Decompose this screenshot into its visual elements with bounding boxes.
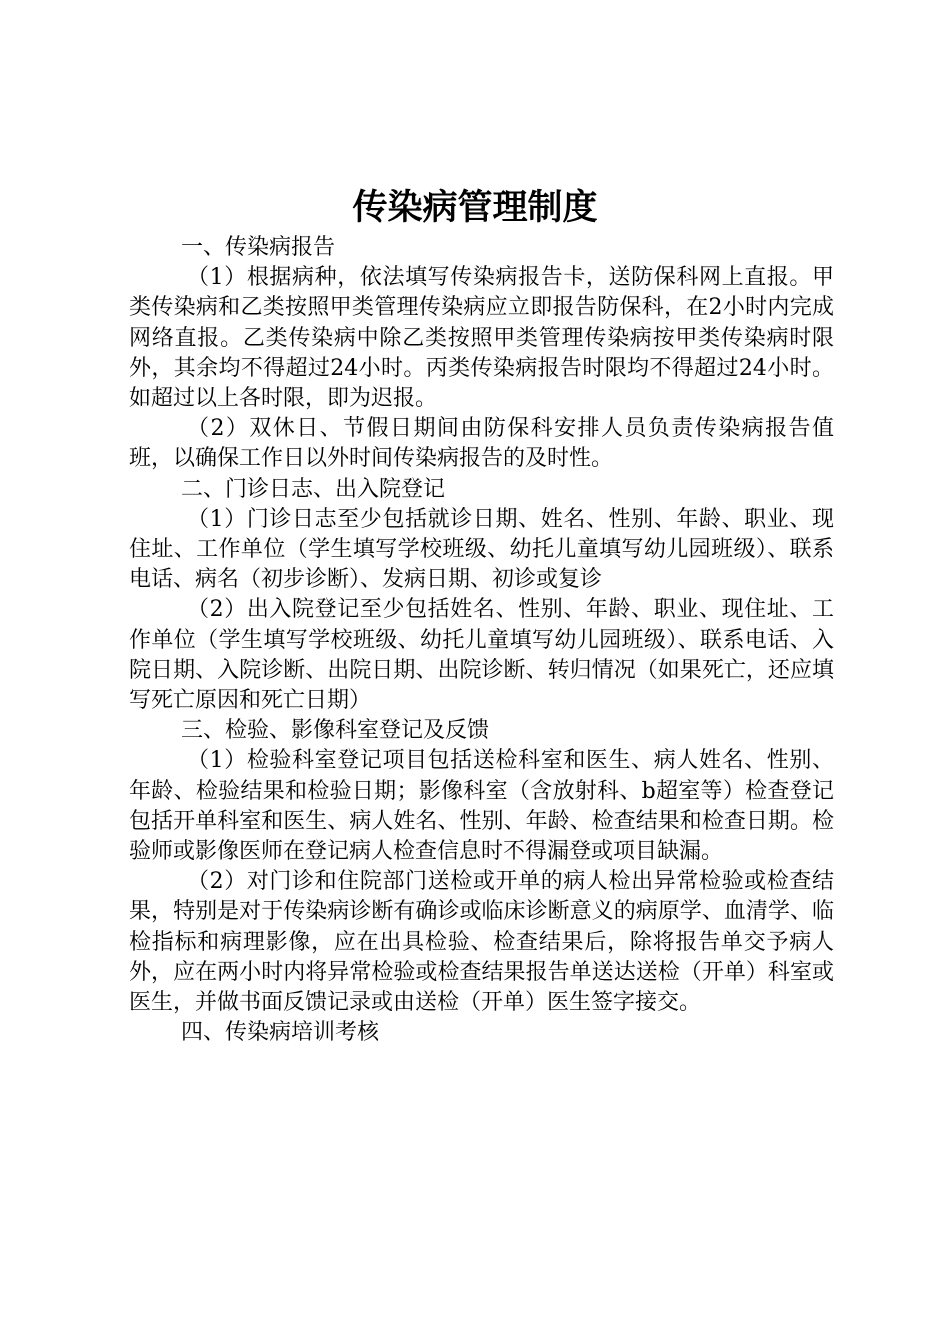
section-heading-report: 一、传染病报告 — [181, 235, 336, 260]
paragraph: （2）对门诊和住院部门送检或开单的病人检出异常检验或检查结果，特别是对于传染病诊断有确诊或临床诊断意义的病原学、血清学、临检指标和病理影像，应在出具检验、检查结果后，除将报告单交予病人外，应在两小时内将异常检验或检查结果报告单送达送检（开单）科室或医生，并做书面反馈记录或由送检（开单）医生签字接交。 — [129, 869, 834, 1016]
paragraph: （1）检验科室登记项目包括送检科室和医生、病人姓名、性别、年龄、检验结果和检验日期；影像科室（含放射科、b超室等）检查登记包括开单科室和医生、病人姓名、性别、年龄、检查结果和检查日期。检验师或影像医师在登记病人检查信息时不得漏登或项目缺漏。 — [129, 748, 834, 865]
section-heading-training: 四、传染病培训考核 — [181, 1020, 380, 1046]
section-heading-lab-imaging: 三、检验、影像科室登记及反馈 — [181, 718, 490, 744]
document-title: 传染病管理制度 — [352, 187, 598, 228]
paragraph: （2）出入院登记至少包括姓名、性别、年龄、职业、现住址、工作单位（学生填写学校班级、幼托儿童填写幼儿园班级）、联系电话、入院日期、入院诊断、出院日期、出院诊断、转归情况（如果死亡，还应填写死亡原因和死亡日期） — [129, 597, 834, 714]
document-body — [129, 233, 834, 1048]
section-heading-registration: 二、门诊日志、出入院登记 — [181, 476, 446, 502]
paragraph: （1）门诊日志至少包括就诊日期、姓名、性别、年龄、职业、现住址、工作单位（学生填写学校班级、幼托儿童填写幼儿园班级）、联系电话、病名（初步诊断）、发病日期、初诊或复诊 — [129, 506, 834, 593]
paragraph: （1）根据病种，依法填写传染病报告卡，送防保科网上直报。甲类传染病和乙类按照甲类管理传染病应立即报告防保科，在2小时内完成网络直报。乙类传染病中除乙类按照甲类管理传染病按甲类传染病时限外，其余均不得超过24小时。丙类传染病报告时限均不得超过24小时。如超过以上各时限，即为迟报。 — [129, 265, 834, 412]
paragraph: （2）双休日、节假日期间由防保科安排人员负责传染病报告值班，以确保工作日以外时间传染病报告的及时性。 — [129, 416, 834, 472]
